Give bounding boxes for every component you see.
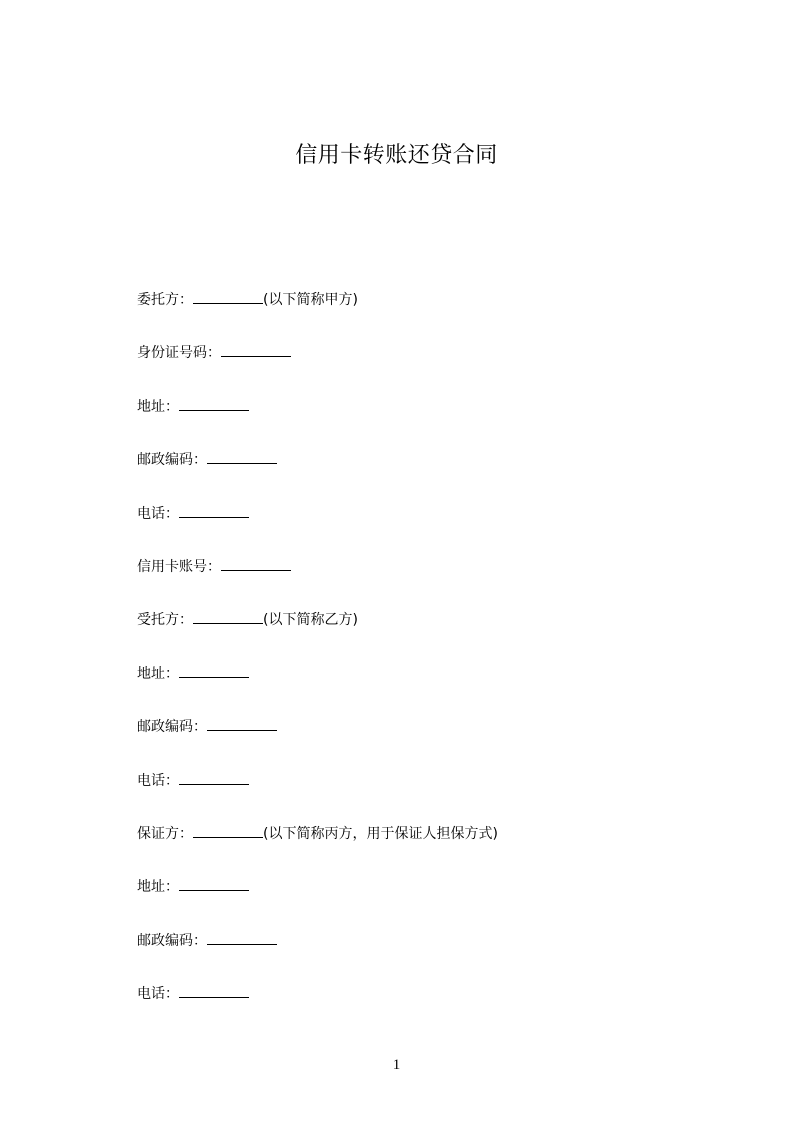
field-guarantor-phone (137, 982, 498, 1006)
fill-in-blank[interactable] (221, 341, 291, 357)
field-principal-phone (137, 502, 498, 526)
field-label: 保证方： (137, 825, 193, 842)
field-label: 电话： (137, 772, 179, 789)
field-card-number (137, 555, 498, 579)
fill-in-blank[interactable] (221, 555, 291, 571)
fill-in-blank[interactable] (207, 929, 277, 945)
field-label: 电话： (137, 986, 179, 1003)
field-guarantor-address (137, 875, 498, 899)
fill-in-blank[interactable] (179, 395, 249, 411)
document-title: 信用卡转账还贷合同 (295, 143, 498, 168)
field-label: 邮政编码： (137, 719, 207, 736)
field-label: 受托方： (137, 612, 193, 629)
field-agent-phone (137, 769, 498, 793)
field-label: 邮政编码： (137, 932, 207, 949)
field-label: 身份证号码： (137, 345, 221, 362)
field-principal (137, 288, 498, 312)
field-label: 地址： (137, 665, 179, 682)
fill-in-blank[interactable] (179, 769, 249, 785)
field-principal-address (137, 395, 498, 419)
fill-in-blank[interactable] (207, 448, 277, 464)
field-id-number (137, 341, 498, 365)
page-number: 1 (392, 1057, 401, 1073)
field-agent-postcode (137, 715, 498, 739)
party-info-list (137, 288, 498, 1035)
field-note: (以下简称乙方) (263, 612, 358, 629)
field-label: 电话： (137, 505, 179, 522)
fill-in-blank[interactable] (179, 875, 249, 891)
fill-in-blank[interactable] (193, 608, 263, 624)
field-principal-postcode (137, 448, 498, 472)
field-agent-address (137, 662, 498, 686)
field-guarantor (137, 822, 498, 846)
field-label: 地址： (137, 879, 179, 896)
fill-in-blank[interactable] (179, 982, 249, 998)
fill-in-blank[interactable] (179, 662, 249, 678)
fill-in-blank[interactable] (193, 288, 263, 304)
fill-in-blank[interactable] (207, 715, 277, 731)
field-label: 信用卡账号： (137, 558, 221, 575)
field-agent (137, 608, 498, 632)
field-note: (以下简称甲方) (263, 292, 358, 308)
field-note: (以下简称丙方，用于保证人担保方式) (263, 825, 498, 842)
fill-in-blank[interactable] (193, 822, 263, 838)
field-guarantor-postcode (137, 929, 498, 953)
field-label: 委托方： (137, 292, 193, 308)
field-label: 邮政编码： (137, 452, 207, 469)
field-label: 地址： (137, 398, 179, 415)
fill-in-blank[interactable] (179, 502, 249, 518)
